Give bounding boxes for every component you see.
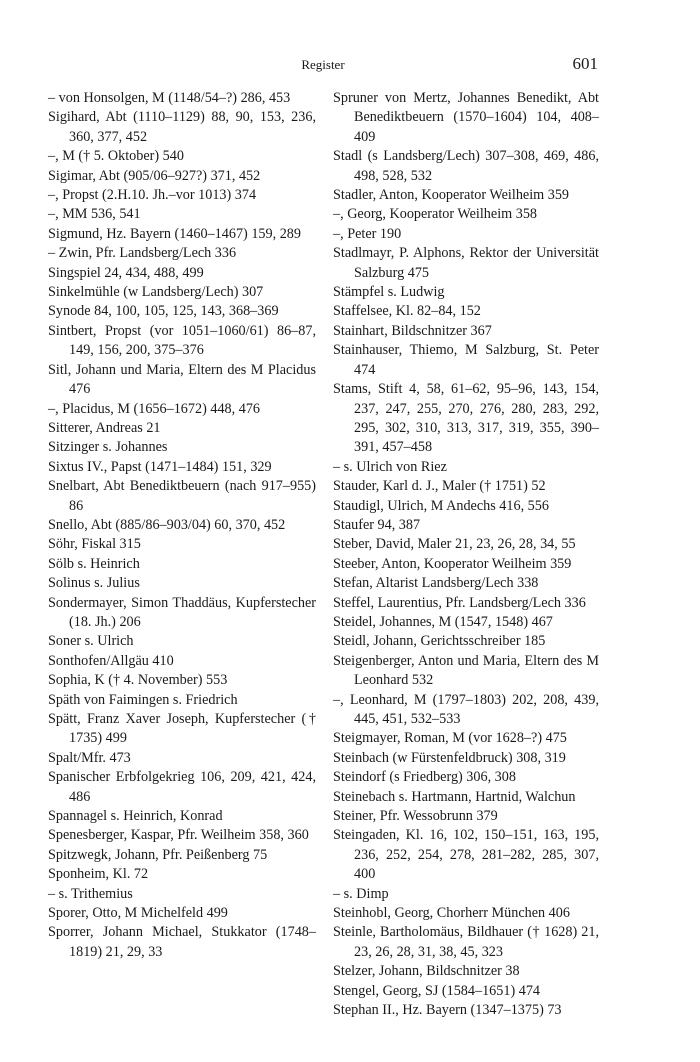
index-entry: Steinbach (w Fürstenfeldbruck) 308, 319 bbox=[333, 749, 566, 766]
index-entry: – von Honsolgen, M (1148/54–?) 286, 453 bbox=[48, 90, 291, 106]
index-entry: Steidel, Johannes, M (1547, 1548) 467 bbox=[333, 613, 553, 630]
index-entry: Steigmayer, Roman, M (vor 1628–?) 475 bbox=[333, 730, 567, 747]
index-entry: Steffel, Laurentius, Pfr. Landsberg/Lech 336 bbox=[333, 594, 586, 611]
index-entry: Stauder, Karl d. J., Maler († 1751) 52 bbox=[333, 478, 546, 495]
index-entry: – Zwin, Pfr. Landsberg/Lech 336 bbox=[48, 245, 237, 262]
index-entry: –, M († 5. Oktober) 540 bbox=[48, 148, 184, 165]
index-entry: Sinkelmühle (w Landsberg/Lech) 307 bbox=[48, 284, 264, 301]
index-entry: Sporrer, Johann Michael, Stukkator (1748–1819) 21, 29, 33 bbox=[48, 924, 316, 960]
index-entry: Soner s. Ulrich bbox=[48, 633, 134, 650]
page-header bbox=[48, 54, 598, 78]
index-entry: Sitterer, Andreas 21 bbox=[48, 419, 161, 436]
index-entry: –, Peter 190 bbox=[333, 225, 402, 242]
index-entry: Sintbert, Propst (vor 1051–1060/61) 86–87, 149, 156, 200, 375–376 bbox=[48, 322, 316, 359]
index-entry: Sophia, K († 4. November) 553 bbox=[48, 672, 228, 689]
index-entry: Stelzer, Johann, Bildschnitzer 38 bbox=[333, 963, 520, 980]
index-entry: Spätt, Franz Xaver Joseph, Kupferstecher († 1735) 499 bbox=[48, 711, 316, 747]
index-entry: Stainhart, Bildschnitzer 367 bbox=[333, 322, 492, 339]
index-entry: Söhr, Fiskal 315 bbox=[48, 536, 141, 553]
index-entry: Spruner von Mertz, Johannes Benedikt, Abt Benediktbeuern (1570–1604) 104, 408–409 bbox=[333, 90, 599, 145]
index-entry: Sigihard, Abt (1110–1129) 88, 90, 153, 236, 360, 377, 452 bbox=[48, 109, 316, 145]
index-entry: Stainhauser, Thiemo, M Salzburg, St. Peter 474 bbox=[333, 342, 599, 378]
index-entry: Stadl (s Landsberg/Lech) 307–308, 469, 486, 498, 528, 532 bbox=[333, 148, 599, 184]
index-entry: –, Propst (2.H.10. Jh.–vor 1013) 374 bbox=[48, 187, 257, 204]
index-entry: Sölb s. Heinrich bbox=[48, 555, 140, 572]
index-entry: Steber, David, Maler 21, 23, 26, 28, 34, 55 bbox=[333, 536, 576, 553]
index-entry: Sigimar, Abt (905/06–927?) 371, 452 bbox=[48, 167, 261, 184]
index-entry: – s. Ulrich von Riez bbox=[333, 458, 447, 475]
index-entry: Snelbart, Abt Benediktbeuern (nach 917–955) 86 bbox=[48, 478, 316, 514]
index-entry: Stams, Stift 4, 58, 61–62, 95–96, 143, 154, 237, 247, 255, 270, 276, 280, 283, 292, 295, 302, 310, 313, 317, 319, 355, 390–391, 457–458 bbox=[333, 381, 599, 456]
index-entry: Stefan, Altarist Landsberg/Lech 338 bbox=[333, 575, 539, 592]
index-entry: Steingaden, Kl. 16, 102, 150–151, 163, 195, 236, 252, 254, 278, 281–282, 285, 307, 400 bbox=[333, 827, 599, 883]
index-entry: Steindorf (s Friedberg) 306, 308 bbox=[333, 769, 516, 786]
index-entry: Stämpfel s. Ludwig bbox=[333, 284, 445, 301]
index-entry: Spalt/Mfr. 473 bbox=[48, 749, 131, 766]
index-entry: Stadlmayr, P. Alphons, Rektor der Universität Salzburg 475 bbox=[333, 245, 599, 281]
index-entry: –, Placidus, M (1656–1672) 448, 476 bbox=[48, 400, 261, 417]
index-column-left bbox=[48, 89, 316, 962]
index-entry: Stadler, Anton, Kooperator Weilheim 359 bbox=[333, 187, 570, 204]
index-entry: Späth von Faimingen s. Friedrich bbox=[48, 691, 238, 708]
index-entry: Spitzwegk, Johann, Pfr. Peißenberg 75 bbox=[48, 846, 268, 863]
index-entry: – s. Trithemius bbox=[48, 885, 133, 902]
index-entry: Sixtus IV., Papst (1471–1484) 151, 329 bbox=[48, 458, 272, 475]
index-entry: Spanischer Erbfolgekrieg 106, 209, 421, 424, 486 bbox=[48, 769, 316, 805]
index-entry: Steidl, Johann, Gerichtsschreiber 185 bbox=[333, 633, 546, 650]
index-entry: Spenesberger, Kaspar, Pfr. Weilheim 358, 360 bbox=[48, 827, 309, 844]
index-entry: Steinle, Bartholomäus, Bildhauer († 1628) 21, 23, 26, 28, 31, 38, 45, 323 bbox=[333, 924, 599, 960]
index-entry: Singspiel 24, 434, 488, 499 bbox=[48, 264, 204, 281]
index-entry: Steigenberger, Anton und Maria, Eltern des M Leonhard 532 bbox=[333, 652, 599, 689]
index-entry: Stephan II., Hz. Bayern (1347–1375) 73 bbox=[333, 1002, 562, 1019]
index-entry: Sonthofen/Allgäu 410 bbox=[48, 652, 174, 669]
index-column-right bbox=[333, 89, 599, 1021]
index-entry: Snello, Abt (885/86–903/04) 60, 370, 452 bbox=[48, 516, 286, 533]
index-entry: Solinus s. Julius bbox=[48, 575, 140, 592]
index-entry: Spannagel s. Heinrich, Konrad bbox=[48, 808, 223, 825]
index-entry: Sondermayer, Simon Thaddäus, Kupferstecher (18. Jh.) 206 bbox=[48, 594, 316, 630]
page-number: 601 bbox=[572, 54, 598, 73]
index-entry: –, Georg, Kooperator Weilheim 358 bbox=[333, 206, 538, 223]
index-entry: Synode 84, 100, 105, 125, 143, 368–369 bbox=[48, 303, 279, 320]
index-entry: –, Leonhard, M (1797–1803) 202, 208, 439, 445, 451, 532–533 bbox=[333, 691, 599, 727]
index-entry: Steinebach s. Hartmann, Hartnid, Walchun bbox=[333, 788, 576, 805]
index-entry: Staufer 94, 387 bbox=[333, 516, 421, 533]
index-entry: Steinhobl, Georg, Chorherr München 406 bbox=[333, 905, 570, 922]
index-entry: –, MM 536, 541 bbox=[48, 206, 141, 223]
index-entry: Stengel, Georg, SJ (1584–1651) 474 bbox=[333, 982, 541, 999]
index-entry: Sitl, Johann und Maria, Eltern des M Placidus 476 bbox=[48, 361, 316, 398]
index-entry: Sponheim, Kl. 72 bbox=[48, 866, 149, 883]
index-entry: Staffelsee, Kl. 82–84, 152 bbox=[333, 303, 481, 320]
index-entry: Staudigl, Ulrich, M Andechs 416, 556 bbox=[333, 497, 549, 514]
index-entry: – s. Dimp bbox=[333, 885, 389, 902]
index-entry: Steeber, Anton, Kooperator Weilheim 359 bbox=[333, 555, 572, 572]
index-entry: Sporer, Otto, M Michelfeld 499 bbox=[48, 905, 228, 922]
index-entry: Sigmund, Hz. Bayern (1460–1467) 159, 289 bbox=[48, 225, 301, 242]
index-entry: Sitzinger s. Johannes bbox=[48, 439, 168, 456]
index-entry: Steiner, Pfr. Wessobrunn 379 bbox=[333, 808, 498, 825]
running-title: Register bbox=[301, 57, 345, 72]
